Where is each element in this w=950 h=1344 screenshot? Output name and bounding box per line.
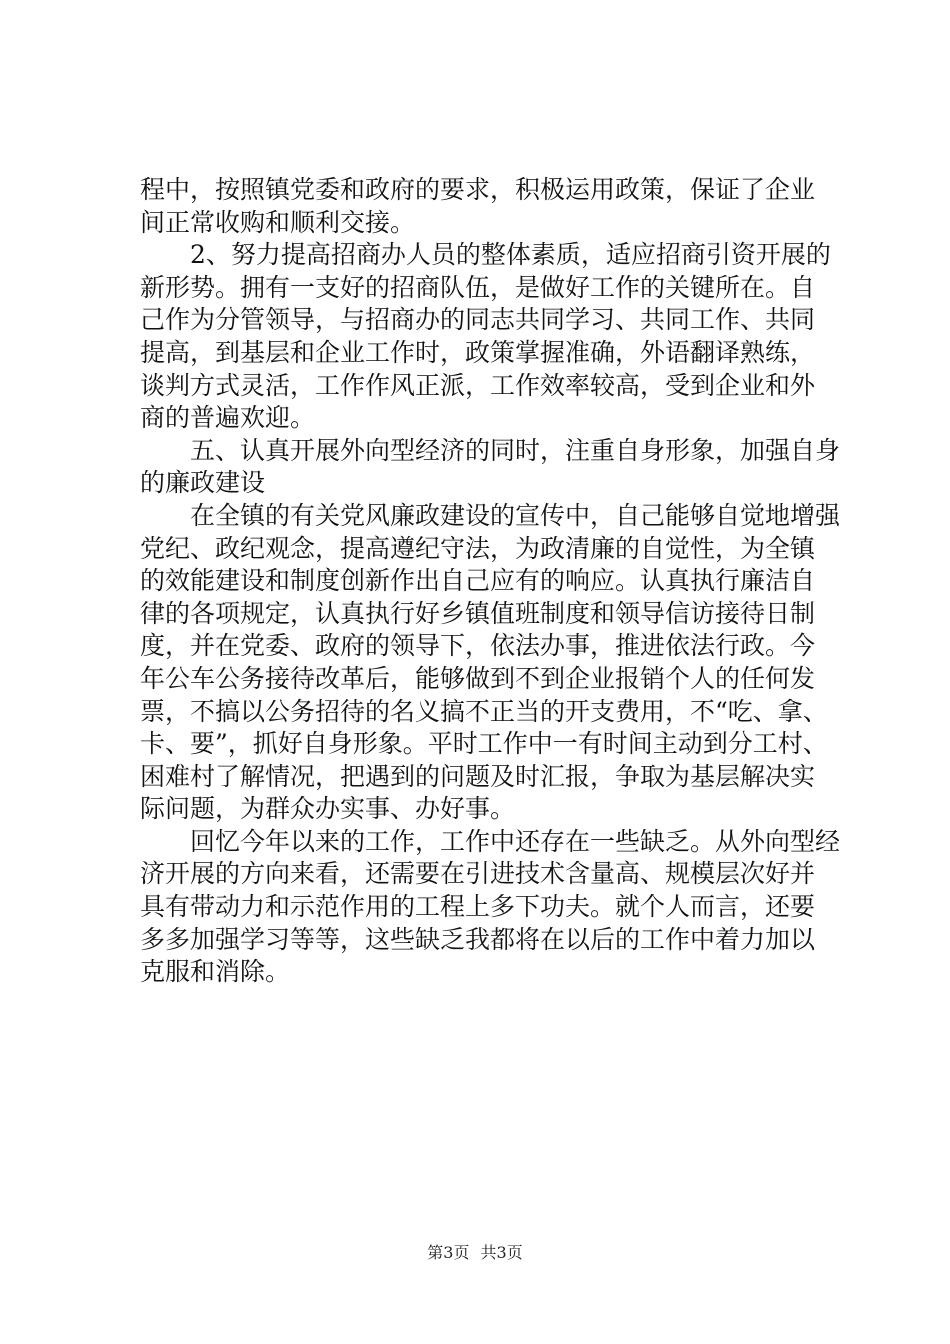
- total-page-count: 共3页: [480, 1243, 523, 1262]
- text-line: 济开展的方向来看，还需要在引进技术含量高、规模层次好并: [140, 859, 816, 889]
- text-line: 的效能建设和制度创新作出自己应有的响应。认真执行廉洁自: [140, 566, 816, 596]
- text-line: 具有带动力和示范作用的工程上多下功夫。就个人而言，还要: [140, 892, 816, 922]
- text-line: 间正常收购和顺利交接。: [140, 207, 416, 237]
- text-line: 困难村了解情况，把遇到的问题及时汇报，争取为基层解决实: [140, 761, 816, 791]
- text-line: 际问题，为群众办实事、办好事。: [140, 794, 516, 824]
- section-heading-line: 的廉政建设: [140, 468, 266, 498]
- text-line: 提高，到基层和企业工作时，政策掌握准确，外语翻译熟练，: [140, 337, 816, 367]
- text-line: 多多加强学习等等，这些缺乏我都将在以后的工作中着力加以: [140, 924, 816, 954]
- paragraph-start-line: 回忆今年以来的工作，工作中还存在一些缺乏。从外向型经: [190, 826, 841, 856]
- paragraph-start-line: 2、努力提高招商办人员的整体素质，适应招商引资开展的: [190, 240, 831, 270]
- document-body: [140, 174, 841, 989]
- text-line: 卡、要”，抓好自身形象。平时工作中一有时间主动到分工村、: [140, 729, 828, 759]
- section-heading-line: 五、认真开展外向型经济的同时，注重自身形象，加强自身: [190, 435, 841, 465]
- text-line: 年公车公务接待改革后，能够做到不到企业报销个人的任何发: [140, 663, 816, 693]
- text-line: 律的各项规定，认真执行好乡镇值班制度和领导信访接待日制: [140, 598, 816, 628]
- text-line: 新形势。拥有一支好的招商队伍，是做好工作的关键所在。自: [140, 272, 816, 302]
- text-line: 党纪、政纪观念，提高遵纪守法，为政清廉的自觉性，为全镇: [140, 533, 816, 563]
- text-line: 克服和消除。: [140, 957, 291, 987]
- text-line: 谈判方式灵活，工作作风正派，工作效率较高，受到企业和外: [140, 370, 816, 400]
- text-line: 度，并在党委、政府的领导下，依法办事，推进依法行政。今: [140, 631, 816, 661]
- current-page-number: 第3页: [427, 1243, 470, 1262]
- text-line: 商的普遍欢迎。: [140, 403, 316, 433]
- page-footer: [0, 1243, 950, 1263]
- paragraph-start-line: 在全镇的有关党风廉政建设的宣传中，自己能够自觉地增强: [190, 500, 841, 530]
- text-line: 己作为分管领导，与招商办的同志共同学习、共同工作、共同: [140, 305, 816, 335]
- text-line: 票，不搞以公务招待的名义搞不正当的开支费用，不“吃、拿、: [140, 696, 828, 726]
- text-line: 程中，按照镇党委和政府的要求，积极运用政策，保证了企业: [140, 175, 816, 204]
